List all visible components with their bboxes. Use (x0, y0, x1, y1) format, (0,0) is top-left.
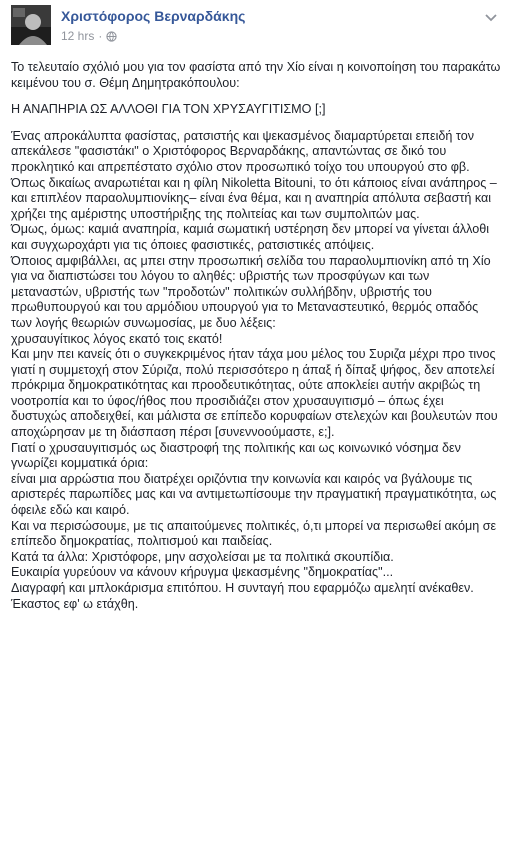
post-paragraph: Κατά τα άλλα: Χριστόφορε, μην ασχολείσαι με τα πολιτικά σκουπίδια. (11, 549, 394, 564)
post-paragraph: Διαγραφή και μπλοκάρισμα επιτόπου. Η συνταγή που εφαρμόζω αμελητί ανέκαθεν. (11, 581, 474, 595)
post-paragraph: είναι μια αρρώστια που διατρέχει οριζόντια την κοινωνία και καιρός να βγάλουμε τις αριστερές παρωπίδες μας και να αντιμετωπίσουμε την πραγματική πραγματικότητα, ως όφειλε εδώ και καιρό. (11, 471, 497, 518)
post-paragraph: Ένας απροκάλυπτα φασίστας, ρατσιστής και ψεκασμένος διαμαρτύρεται επειδή τον απεκάλεσε "φασιστάκι" ο Χριστόφορος Βερναρδάκης, απαντώντας σε δικό του προκλητικό και απρεπέστατο σχόλιο στον προσωπικό τοίχο του υπουργού στο φβ. (11, 128, 474, 174)
post-text (11, 60, 501, 612)
post-paragraph: Και μην πει κανείς ότι ο συγκεκριμένος ήταν τάχα μου μέλος του Συριζα μέχρι προ τινος γιατί η συμμετοχή στον Σύριζα, πολύ περισσότερο η άπαξ ή δίπαξ ψήφος, δεν αποτελεί πρόκριμα δημοκρατικότητας και προοδευτικότητας, ούτε αποκλείει αυτήν ακριβώς τη νοοτροπία και το ύφος/ήθος που προσιδιάζει στον χρυσαυγιτισμό – όπως έχει δυστυχώς αποδειχθεί, και μάλιστα σε επίπεδο κορυφαίων στελεχών και βουλευτών που αποχώρησαν με τη διάσπαση πέρσι [συνεννοούμαστε, ε;]. (11, 347, 498, 440)
post-paragraph: Το τελευταίο σχόλιό μου για τον φασίστα από την Χίο είναι η κοινοποίηση του παρακάτω κειμένου του σ. Θέμη Δημητρακόπουλου: (11, 60, 501, 90)
post-paragraph: Όπως δικαίως αναρωτιέται και η φίλη Nikoletta Bitouni, το ότι κάποιος είναι ανάπηρος –και επιπλέον παραολυμπιονίκης– είναι ένα θέμα, και η αναπηρία απόλυτα σεβαστή και χρήζει της αμέριστης υποστήριξης της πολιτείας και των συμπολιτών μας. (11, 175, 497, 221)
post-paragraph: Γιατί ο χρυσαυγιτισμός ως διαστροφή της πολιτικής και ως κοινωνικό νόσημα δεν γνωρίζει κομματικά όρια: (11, 440, 461, 471)
post-header (11, 5, 501, 49)
post-paragraph: Και να περισώσουμε, με τις απαιτούμενες πολιτικές, ό,τι μπορεί να περισωθεί ακόμη σε επίπεδο δημοκρατίας, πολιτισμού και παιδείας. (11, 518, 497, 549)
globe-icon[interactable] (106, 31, 117, 42)
avatar-image (11, 5, 51, 45)
post-meta (61, 29, 117, 43)
post-paragraph: Όμως, όμως: καμιά αναπηρία, καμιά σωματική υστέρηση δεν μπορεί να γίνεται άλλοθι και συγχωροχάρτι για τις όποιες φασιστικές, ρατσιστικές απόψεις. (11, 222, 489, 252)
timestamp-link[interactable]: 12 hrs (61, 29, 95, 43)
post-paragraph: Ευκαιρία γυρεύουν να κάνουν κήρυγμα ψεκασμένης "δημοκρατίας"... (11, 565, 394, 580)
post-paragraph: χρυσαυγίτικος λόγος εκατό τοις εκατό! (11, 331, 223, 346)
avatar[interactable] (11, 5, 51, 45)
post-paragraph: Όποιος αμφιβάλλει, ας μπει στην προσωπική σελίδα του παραολυμπιονίκη από τη Χίο για να διαπιστώσει του λόγου το αληθές: υβριστής των προσφύγων και των μεταναστών, υβριστής των "προδοτών" πολιτικών συλλήβδην, υβριστής του πρωθυπουργού και του αρμόδιου υπουργού για το Μεταναστευτικό, θερμός οπαδός των λογής θεωριών συνωμοσίας, με δυο λέξεις: (11, 253, 491, 330)
post-paragraph-quote-title: Η ΑΝΑΠΗΡΙΑ ΩΣ ΑΛΛΟΘΙ ΓΙΑ ΤΟΝ ΧΡΥΣΑΥΓΙΤΙΣΜΟ [;] (11, 102, 326, 117)
author-name-link[interactable]: Χριστόφορος Βερναρδάκης (61, 8, 246, 24)
meta-separator: · (98, 29, 103, 43)
post-paragraph: Έκαστος εφ' ω ετάχθη. (11, 596, 139, 611)
chevron-down-icon[interactable] (483, 9, 499, 25)
